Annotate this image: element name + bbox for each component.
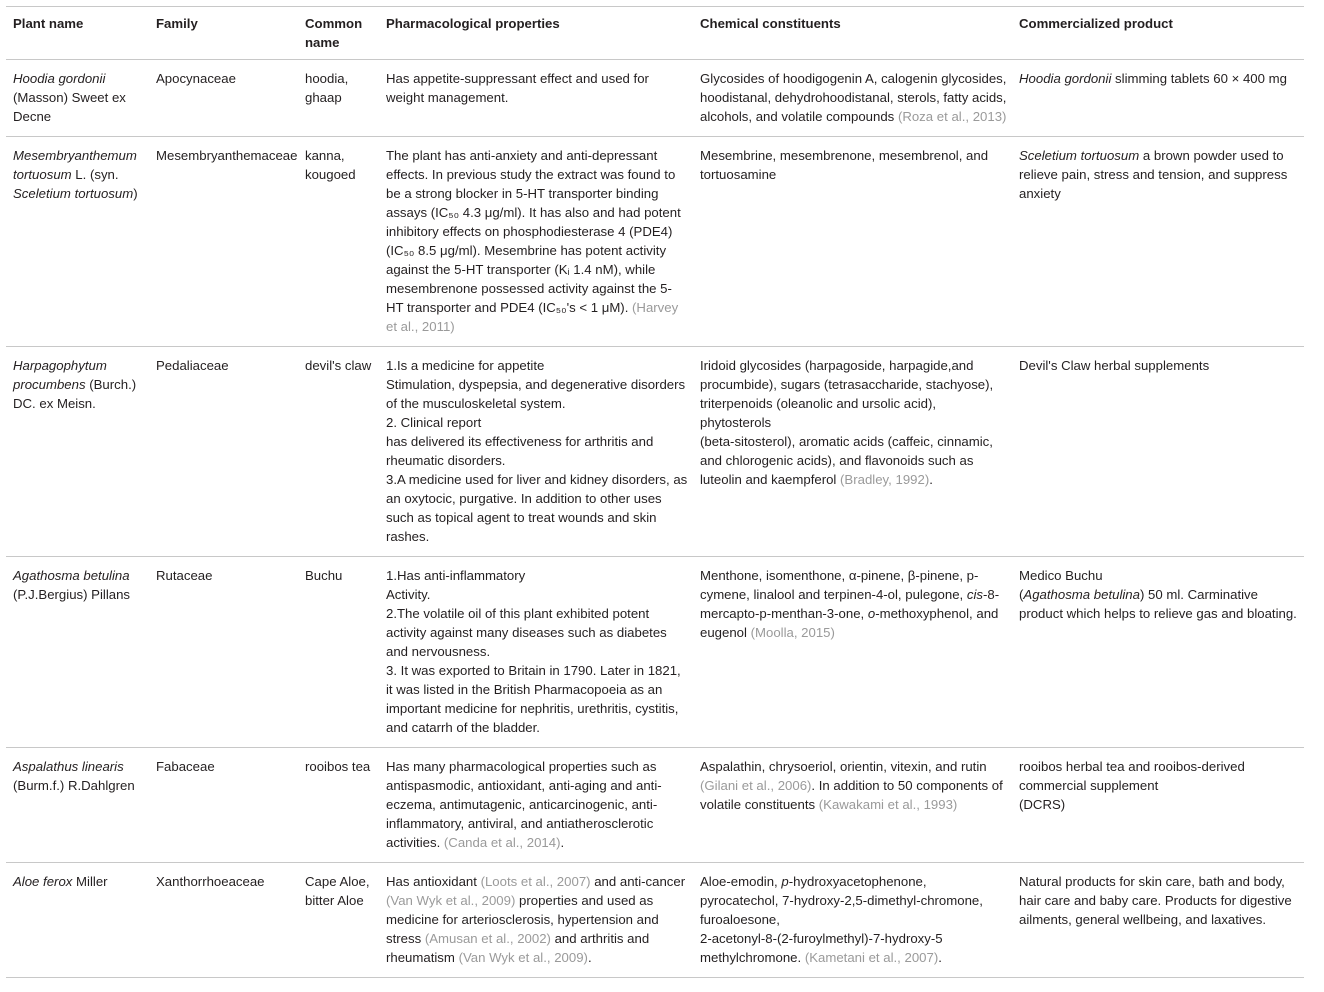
- text-segment: . In addition to 50 components of volatile constituents: [700, 778, 1003, 812]
- header-commercialized-product: Commercialized product: [1013, 7, 1304, 60]
- text-segment: 2-acetonyl-8-(2-furoylmethyl)-7-hydroxy-5 methylchromone.: [700, 931, 943, 965]
- italic-text: Aspalathus linearis: [13, 759, 124, 774]
- text-segment: Has antioxidant: [386, 874, 481, 889]
- citation-link[interactable]: (Bradley, 1992): [840, 472, 930, 487]
- text-segment: Mesembrine, mesembrenone, mesembrenol, and tortuosamine: [700, 148, 989, 182]
- cell-commercialized-product: [1013, 347, 1304, 557]
- cell-commercialized-product: [1013, 748, 1304, 863]
- cell-chemical-constituents: [694, 347, 1013, 557]
- text-segment: (Masson) Sweet ex Decne: [13, 90, 126, 124]
- italic-text: Hoodia gordonii: [1019, 71, 1112, 86]
- citation-link[interactable]: (Van Wyk et al., 2009): [458, 950, 588, 965]
- text-segment: .: [929, 472, 933, 487]
- table-row: [6, 557, 1304, 748]
- cell-common-name: devil's claw: [305, 358, 372, 373]
- text-segment: -methoxyphenol, and eugenol: [700, 606, 999, 640]
- text-segment: Menthone, isomenthone, α-pinene, β-pinene, p-cymene, linalool and terpinen-4-ol, pulegone,: [700, 568, 979, 602]
- text-segment: .: [587, 950, 592, 965]
- text-segment: and anti-cancer: [590, 874, 686, 889]
- text-segment: slimming tablets 60 × 400 mg: [1111, 71, 1287, 86]
- italic-text: Sceletium tortuosum: [13, 186, 134, 201]
- plant-table: [6, 6, 1304, 978]
- cell-chemical-constituents: [694, 60, 1013, 137]
- cell-common-name: hoodia, ghaap: [305, 71, 349, 105]
- italic-text: Mesembryanthemum tortuosum: [13, 148, 137, 182]
- header-plant-name: Plant name: [6, 7, 150, 60]
- cell-common-name: rooibos tea: [305, 759, 371, 774]
- text-segment: Natural products for skin care, bath and body, hair care and baby care. Products for digestive ailments, general wellbeing, and laxatives.: [1019, 874, 1292, 927]
- text-segment: and arthritis and rheumatism: [386, 931, 650, 965]
- text-segment: a brown powder used to relieve pain, stress and tension, and suppress anxiety: [1019, 148, 1288, 201]
- cell-plant-name: [6, 557, 150, 748]
- citation-link[interactable]: (Gilani et al., 2006): [700, 778, 812, 793]
- cell-pharmacological-properties: [380, 347, 694, 557]
- text-segment: Has many pharmacological properties such as antispasmodic, antioxidant, anti-aging and anti-eczema, antimutagenic, anticarcinogenic, anti-inflammatory, antiviral, and antiatherosclerotic activities.: [386, 759, 662, 850]
- text-segment: Glycosides of hoodigogenin A, calogenin glycosides, hoodistanal, dehydrohoodistanal, sterols, fatty acids, alcohols, and volatile compounds: [700, 71, 1007, 124]
- italic-text: Agathosma betulina: [13, 568, 130, 583]
- table-row: [6, 60, 1304, 137]
- text-segment: Stimulation, dyspepsia, and degenerative disorders of the musculoskeletal system.: [386, 377, 686, 411]
- italic-text: Harpagophytum procumbens: [13, 358, 107, 392]
- cell-common-name: Cape Aloe, bitter Aloe: [305, 874, 370, 908]
- italic-text: p: [781, 874, 789, 889]
- italic-text: o: [867, 606, 876, 621]
- cell-family: Pedaliaceae: [156, 358, 229, 373]
- citation-link[interactable]: (Amusan et al., 2002): [424, 931, 551, 946]
- table-row: [6, 863, 1304, 978]
- cell-pharmacological-properties: [380, 137, 694, 347]
- text-segment: Devil's Claw herbal supplements: [1019, 358, 1210, 373]
- citation-link[interactable]: (Van Wyk et al., 2009): [386, 893, 516, 908]
- text-segment: -8-mercapto-p-menthan-3-one,: [700, 587, 1000, 621]
- text-segment: The plant has anti-anxiety and anti-depressant effects. In previous study the extract was found to be a strong blocker in 5-HT transporter binding assays (IC₅₀ 4.3 μg/ml). It has also and had potent inhibitory effects on phosphodiesterase 4 (PDE4) (IC₅₀ 8.5 μg/ml). Mesembrine has potent activity against the 5-HT transporter (Kᵢ 1.4 nM), while mesembrenone possessed activity against the 5-HT transporter and PDE4 (IC₅₀'s < 1 μM).: [386, 148, 681, 315]
- text-segment: Iridoid glycosides (harpagoside, harpagide,and procumbide), sugars (tetrasaccharide, stachyose), triterpenoids (oleanolic and ursolic acid), phytosterols: [700, 358, 994, 430]
- text-segment: 1.Is a medicine for appetite: [386, 358, 545, 373]
- text-segment: (P.J.Bergius) Pillans: [13, 587, 131, 602]
- cell-chemical-constituents: [694, 863, 1013, 978]
- citation-link[interactable]: (Roza et al., 2013): [897, 109, 1007, 124]
- cell-pharmacological-properties: [380, 60, 694, 137]
- cell-family: Xanthorrhoeaceae: [156, 874, 265, 889]
- text-segment: 1.Has anti-inflammatory: [386, 568, 526, 583]
- citation-link[interactable]: (Loots et al., 2007): [480, 874, 591, 889]
- cell-chemical-constituents: [694, 748, 1013, 863]
- cell-pharmacological-properties: [380, 863, 694, 978]
- header-pharmacological-properties: Pharmacological properties: [380, 7, 694, 60]
- table-row: [6, 347, 1304, 557]
- text-segment: (Burch.) DC. ex Meisn.: [13, 377, 137, 411]
- header-chemical-constituents: Chemical constituents: [694, 7, 1013, 60]
- text-segment: (: [1019, 587, 1024, 602]
- text-segment: Activity.: [386, 587, 431, 602]
- text-segment: (beta-sitosterol), aromatic acids (caffeic, cinnamic, and chlorogenic acids), and flavonoids such as luteolin and kaempferol: [700, 434, 993, 487]
- cell-common-name: Buchu: [305, 568, 343, 583]
- italic-text: Hoodia gordonii: [13, 71, 106, 86]
- text-segment: (Burm.f.) R.Dahlgren: [13, 778, 135, 793]
- cell-plant-name: [6, 748, 150, 863]
- italic-text: Agathosma betulina: [1023, 587, 1140, 602]
- text-segment: 2. Clinical report: [386, 415, 482, 430]
- text-segment: properties and used as medicine for arteriosclerosis, hypertension and stress: [386, 893, 659, 946]
- text-segment: -hydroxyacetophenone, pyrocatechol, 7-hydroxy-2,5-dimethyl-chromone, furoaloesone,: [700, 874, 983, 927]
- table-header-row: [6, 7, 1304, 60]
- cell-commercialized-product: [1013, 557, 1304, 748]
- text-segment: has delivered its effectiveness for arthritis and rheumatic disorders.: [386, 434, 654, 468]
- cell-family: Fabaceae: [156, 759, 215, 774]
- text-segment: L. (syn.: [71, 167, 119, 182]
- citation-link[interactable]: (Kawakami et al., 1993): [818, 797, 958, 812]
- text-segment: ): [133, 186, 138, 201]
- text-segment: Medico Buchu: [1019, 568, 1103, 583]
- text-segment: 3. It was exported to Britain in 1790. Later in 1821, it was listed in the British Pharmacopoeia as an important medicine for nephritis, urethritis, cystitis, and catarrh of the bladder.: [386, 663, 681, 735]
- italic-text: cis: [966, 587, 983, 602]
- text-segment: 3.A medicine used for liver and kidney disorders, as an oxytocic, purgative. In addition to other uses such as topical agent to treat wounds and skin rashes.: [386, 472, 688, 544]
- cell-chemical-constituents: [694, 557, 1013, 748]
- text-segment: .: [938, 950, 942, 965]
- text-segment: .: [560, 835, 565, 850]
- citation-link[interactable]: (Kametani et al., 2007): [804, 950, 939, 965]
- text-segment: rooibos herbal tea and rooibos-derived commercial supplement: [1019, 759, 1245, 793]
- text-segment: (DCRS): [1019, 797, 1066, 812]
- cell-family: Apocynaceae: [156, 71, 236, 86]
- cell-commercialized-product: [1013, 863, 1304, 978]
- header-common-name: Common name: [299, 7, 380, 60]
- cell-commercialized-product: [1013, 60, 1304, 137]
- header-family: Family: [150, 7, 299, 60]
- citation-link[interactable]: (Harvey et al., 2011): [386, 300, 679, 334]
- cell-pharmacological-properties: [380, 748, 694, 863]
- cell-family: Mesembryanthemaceae: [156, 148, 298, 163]
- text-segment: Aspalathin, chrysoeriol, orientin, vitexin, and rutin: [700, 759, 987, 774]
- cell-plant-name: [6, 347, 150, 557]
- text-segment: Has appetite-suppressant effect and used for weight management.: [386, 71, 649, 105]
- cell-common-name: kanna, kougoed: [305, 148, 356, 182]
- citation-link[interactable]: (Moolla, 2015): [750, 625, 835, 640]
- italic-text: Aloe ferox: [13, 874, 73, 889]
- text-segment: ) 50 ml. Carminative product which helps to relieve gas and bloating.: [1019, 587, 1297, 621]
- cell-chemical-constituents: [694, 137, 1013, 347]
- cell-plant-name: [6, 60, 150, 137]
- text-segment: 2.The volatile oil of this plant exhibited potent activity against many diseases such as diabetes and nervousness.: [386, 606, 667, 659]
- cell-plant-name: [6, 863, 150, 978]
- table-row: [6, 748, 1304, 863]
- text-segment: Aloe-emodin,: [700, 874, 782, 889]
- cell-pharmacological-properties: [380, 557, 694, 748]
- table-body: [6, 60, 1304, 978]
- cell-family: Rutaceae: [156, 568, 213, 583]
- cell-plant-name: [6, 137, 150, 347]
- italic-text: Sceletium tortuosum: [1019, 148, 1140, 163]
- cell-commercialized-product: [1013, 137, 1304, 347]
- citation-link[interactable]: (Canda et al., 2014): [443, 835, 561, 850]
- table-row: [6, 137, 1304, 347]
- text-segment: Miller: [72, 874, 108, 889]
